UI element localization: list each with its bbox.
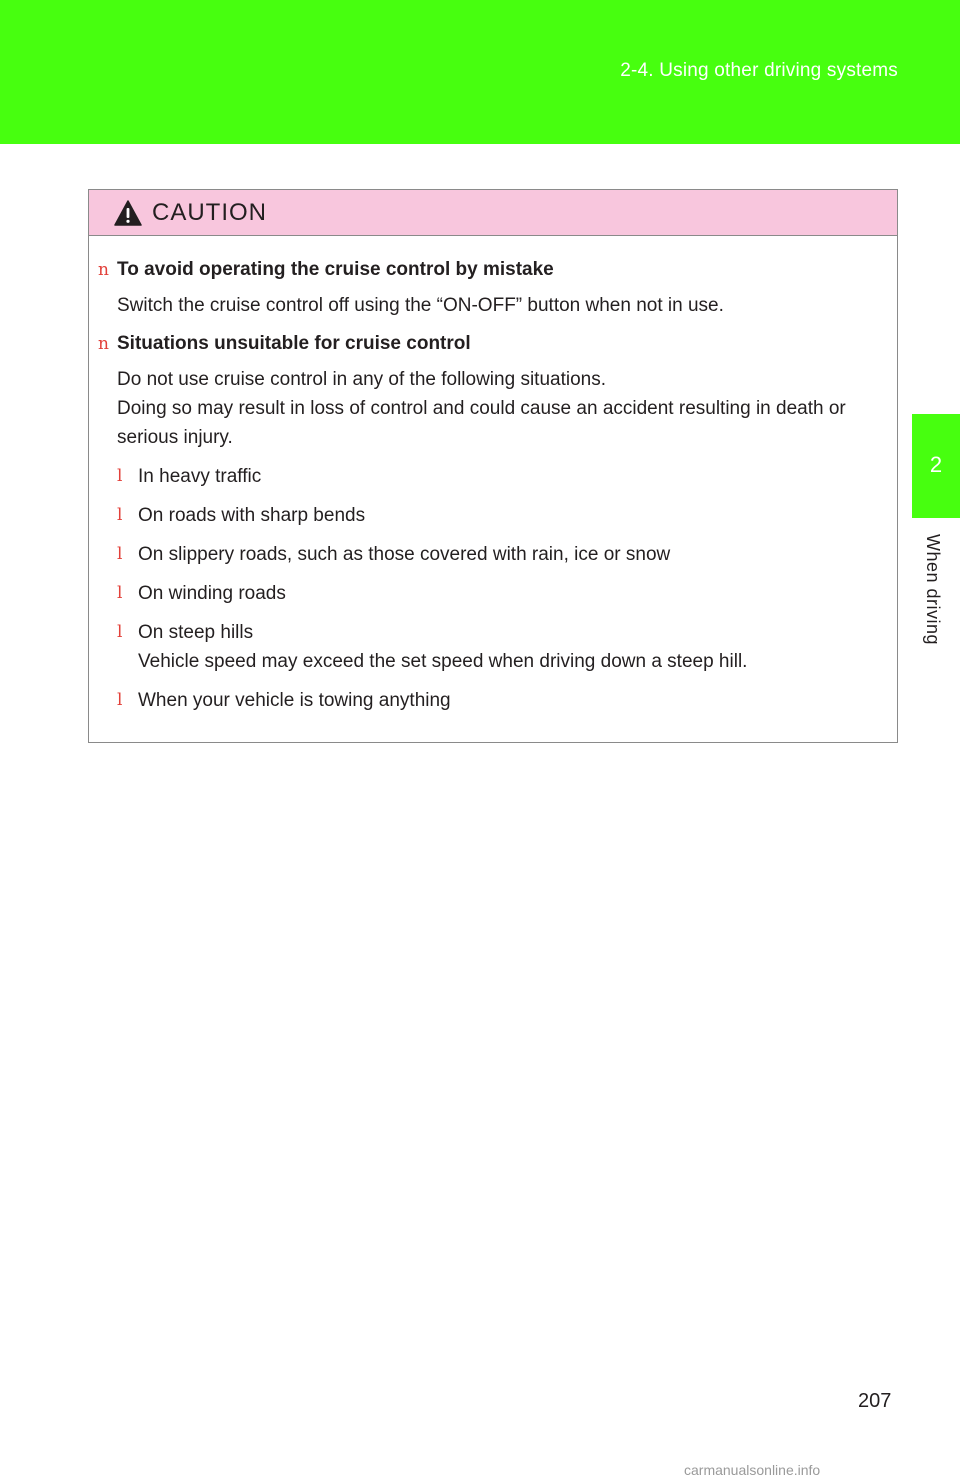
list-item: [98, 462, 887, 491]
list-item: [98, 686, 887, 715]
watermark: carmanualsonline.info: [684, 1462, 821, 1478]
section-heading-text: Situations unsuitable for cruise control: [117, 333, 471, 354]
dot-bullet-icon: l: [117, 466, 123, 486]
list-item: [98, 501, 887, 530]
list-item-text: On steep hills: [138, 622, 254, 643]
dot-bullet-icon: l: [117, 505, 123, 525]
page-number: 207: [858, 1390, 892, 1412]
list-item: [98, 579, 887, 608]
list-item-text: When your vehicle is towing anything: [138, 690, 451, 711]
warning-triangle-icon: [114, 200, 142, 226]
chapter-tab: [912, 414, 960, 518]
caution-header: [89, 190, 897, 236]
section-text-line: Doing so may result in loss of control and could cause an accident resulting in death or serious injury.: [117, 398, 846, 448]
section-text-line: Do not use cruise control in any of the following situations.: [117, 369, 606, 390]
square-bullet-icon: n: [98, 334, 109, 354]
square-bullet-icon: n: [98, 260, 109, 280]
section-heading: [98, 332, 887, 356]
caution-title: CAUTION: [152, 199, 267, 226]
section-heading-text: To avoid operating the cruise control by mistake: [117, 259, 554, 280]
list-item-text: In heavy traffic: [138, 466, 262, 487]
section-text: Switch the cruise control off using the “ON-OFF” button when not in use.: [117, 295, 724, 316]
list-item: [98, 618, 887, 676]
list-item-text: On winding roads: [138, 583, 286, 604]
list-item-subtext: Vehicle speed may exceed the set speed when driving down a steep hill.: [138, 651, 748, 672]
dot-bullet-icon: l: [117, 544, 123, 564]
caution-box: [88, 189, 898, 743]
list-item-text: On roads with sharp bends: [138, 505, 366, 526]
section-text: [98, 365, 887, 452]
chapter-number: 2: [929, 452, 943, 477]
dot-bullet-icon: l: [117, 583, 123, 603]
section-title: 2-4. Using other driving systems: [620, 60, 898, 81]
list-item-text: On slippery roads, such as those covered with rain, ice or snow: [138, 544, 671, 565]
chapter-label: When driving: [923, 534, 943, 646]
dot-bullet-icon: l: [117, 690, 123, 710]
section-heading: [98, 258, 887, 282]
list-item: [98, 540, 887, 569]
caution-body: [89, 236, 897, 715]
header-band: [0, 0, 960, 144]
dot-bullet-icon: l: [117, 622, 123, 642]
